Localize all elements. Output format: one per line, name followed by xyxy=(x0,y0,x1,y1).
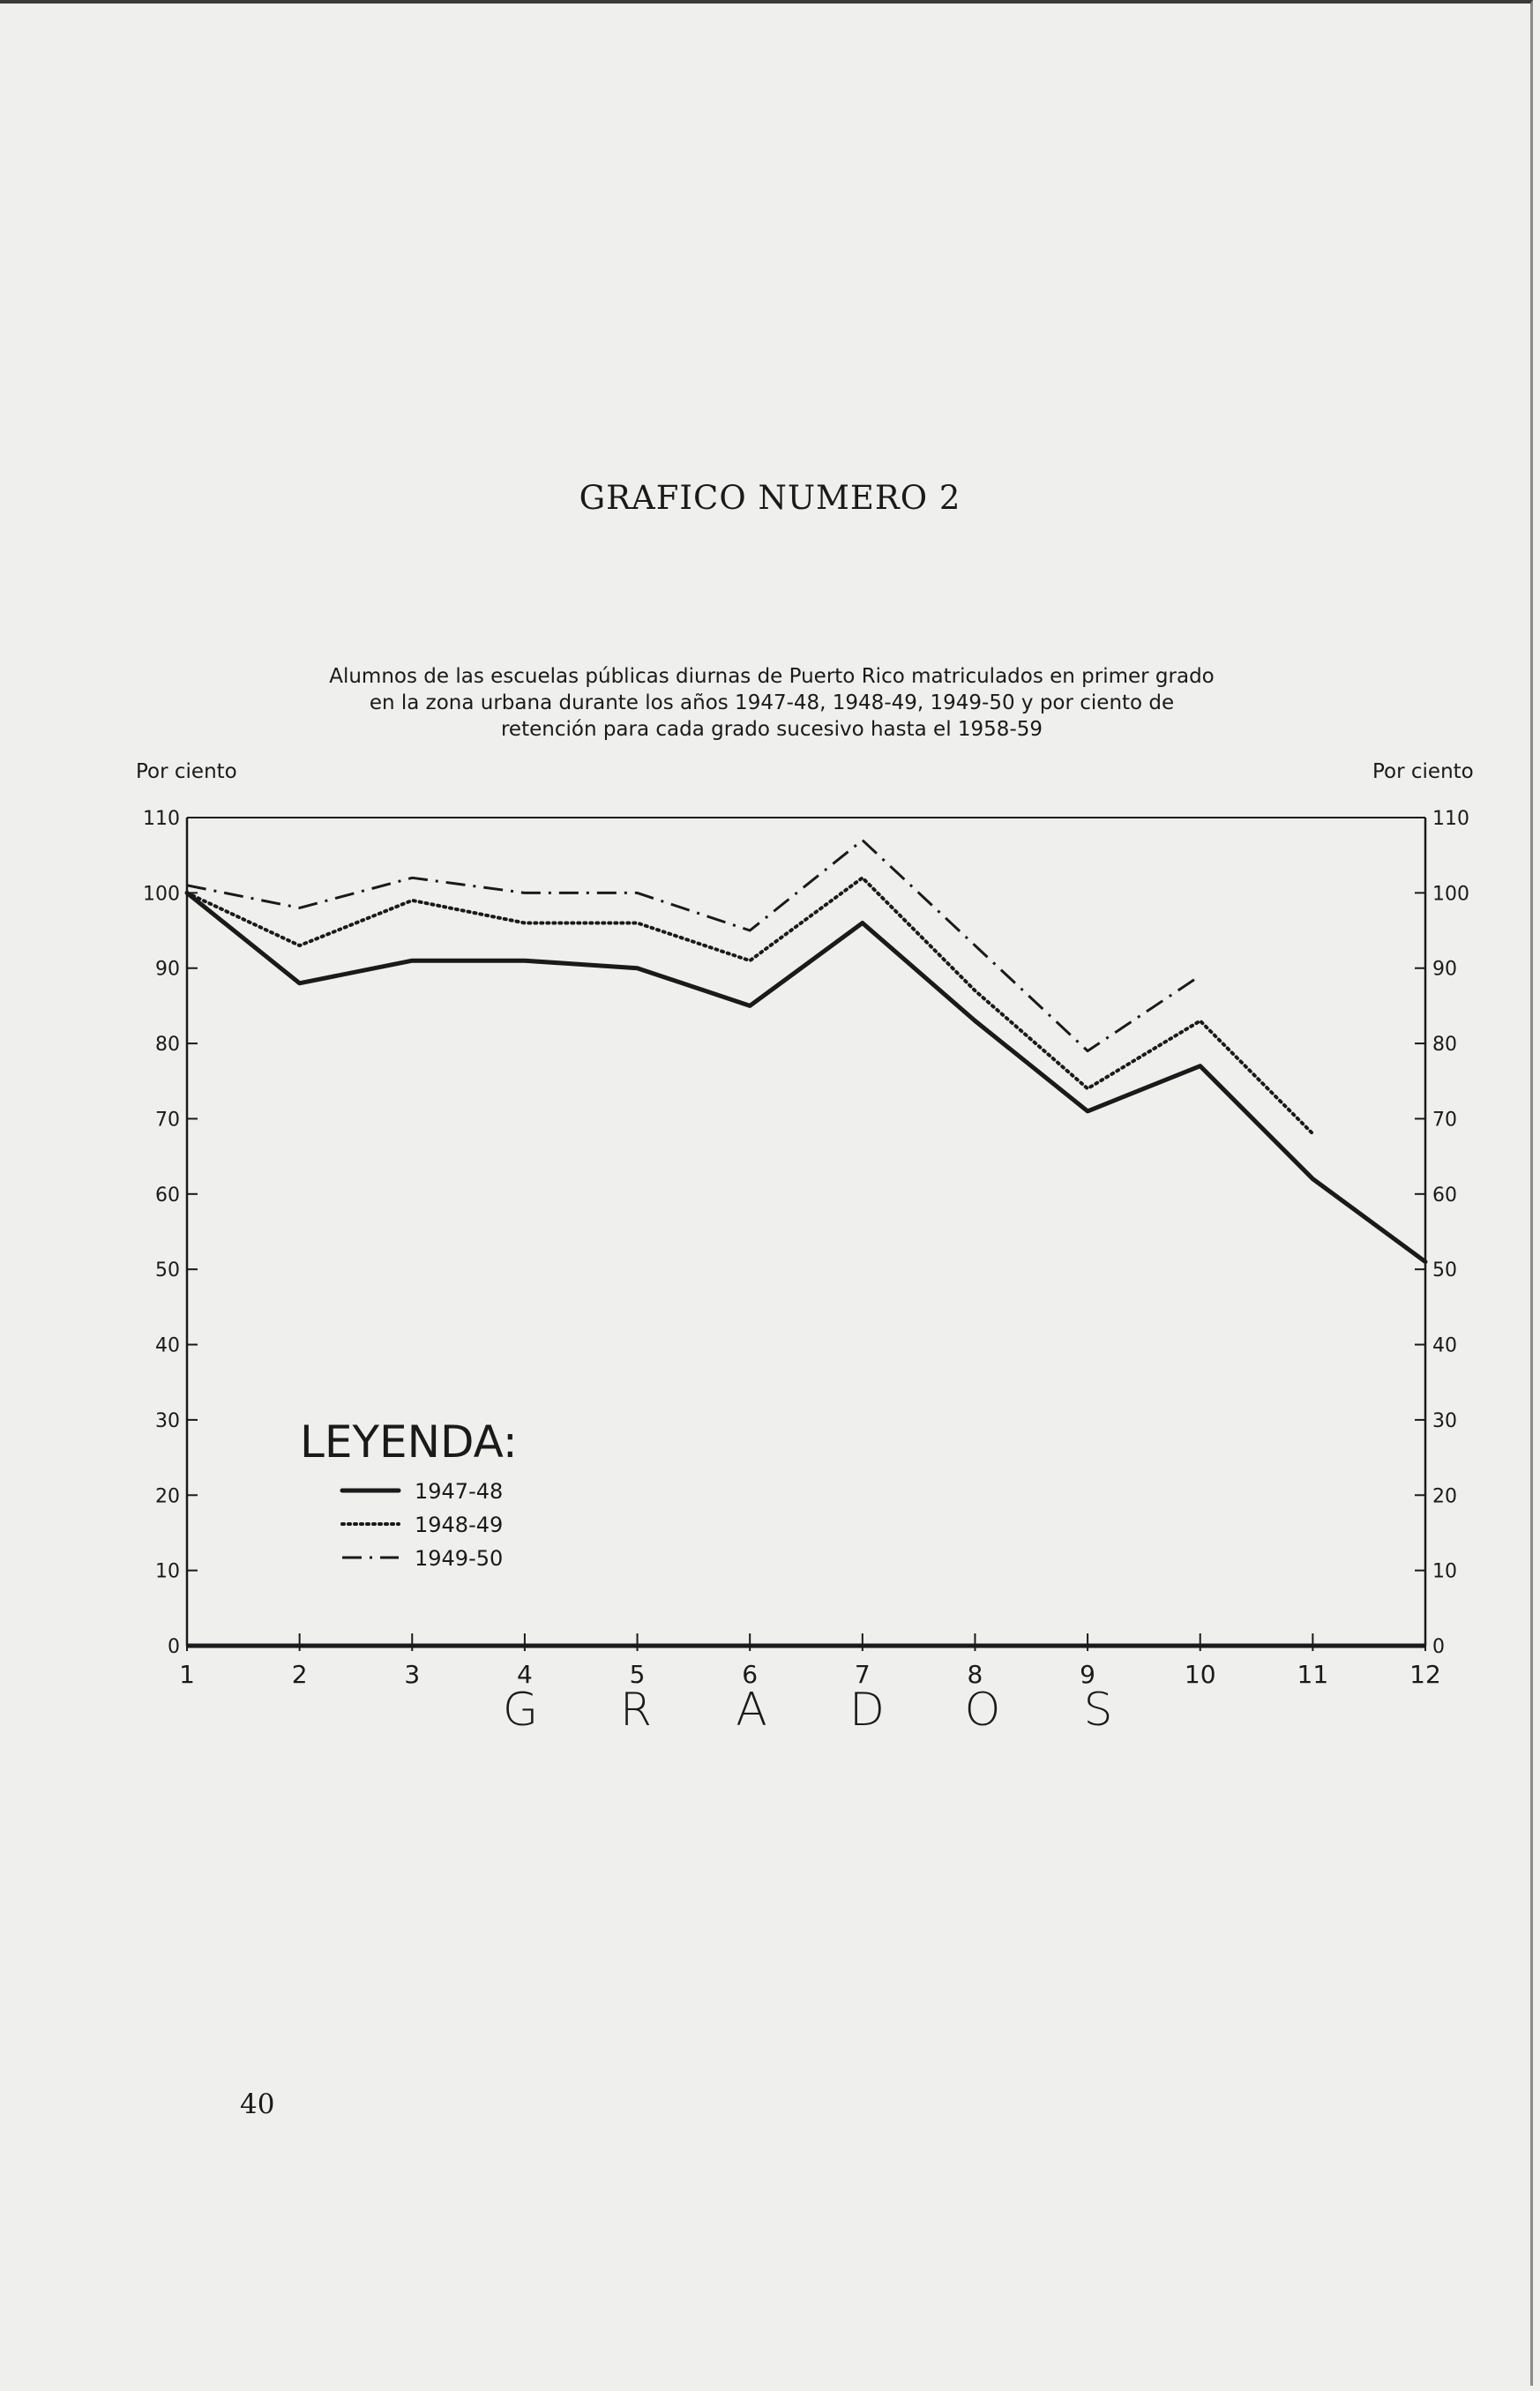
y-tick-label-right: 30 xyxy=(1432,1409,1457,1432)
x-tick-label: 10 xyxy=(1184,1660,1216,1689)
y-tick-label-left: 80 xyxy=(155,1034,180,1057)
y-tick-label-left: 20 xyxy=(155,1485,180,1508)
subtitle-line: retención para cada grado sucesivo hasta el 1958-59 xyxy=(500,718,1043,741)
x-axis-title-letter: O xyxy=(964,1684,1001,1737)
y-tick-label-right: 40 xyxy=(1432,1334,1457,1357)
chart-heading: GRAFICO NUMERO 2 xyxy=(579,479,961,517)
left-axis-unit: Por ciento xyxy=(136,760,237,783)
right-axis-unit: Por ciento xyxy=(1372,760,1474,783)
series-line-1949-50 xyxy=(187,841,1200,1051)
x-axis-title-letter: S xyxy=(1083,1684,1113,1737)
y-tick-label-right: 60 xyxy=(1432,1184,1457,1207)
y-tick-label-right: 80 xyxy=(1432,1034,1457,1057)
y-tick-label-left: 100 xyxy=(143,883,180,906)
series-line-1947-48 xyxy=(187,893,1425,1261)
x-tick-label: 2 xyxy=(291,1660,308,1689)
subtitle-line: en la zona urbana durante los años 1947-48, 1948-49, 1949-50 y por ciento de xyxy=(369,691,1175,714)
x-axis-title-letter: R xyxy=(619,1684,653,1737)
y-tick-label-right: 10 xyxy=(1432,1560,1457,1583)
x-tick-label: 9 xyxy=(1080,1660,1096,1689)
y-tick-label-left: 10 xyxy=(155,1560,180,1583)
y-tick-label-right: 70 xyxy=(1432,1109,1457,1132)
x-tick-label: 6 xyxy=(742,1660,759,1689)
x-tick-label: 3 xyxy=(404,1660,421,1689)
y-tick-label-left: 110 xyxy=(143,808,180,830)
x-tick-label: 7 xyxy=(854,1660,871,1689)
x-axis-title-letter: D xyxy=(848,1684,886,1737)
y-tick-label-left: 40 xyxy=(155,1334,180,1357)
legend-title: LEYENDA: xyxy=(300,1416,518,1468)
y-tick-label-left: 60 xyxy=(155,1184,180,1207)
x-tick-label: 5 xyxy=(629,1660,646,1689)
legend-label: 1947-48 xyxy=(415,1479,504,1504)
y-tick-label-right: 0 xyxy=(1432,1636,1445,1658)
subtitle-line: Alumnos de las escuelas públicas diurnas de Puerto Rico matriculados en primer grado xyxy=(329,665,1215,688)
x-tick-label: 11 xyxy=(1297,1660,1329,1689)
y-tick-label-right: 50 xyxy=(1432,1259,1457,1282)
x-tick-label: 1 xyxy=(179,1660,195,1689)
x-axis-title-letter: A xyxy=(736,1684,767,1737)
y-tick-label-right: 110 xyxy=(1432,808,1469,830)
y-tick-label-right: 100 xyxy=(1432,883,1469,906)
x-tick-label: 4 xyxy=(516,1660,533,1689)
legend-label: 1949-50 xyxy=(415,1546,504,1571)
y-tick-label-left: 50 xyxy=(155,1259,180,1282)
x-axis-title-letter: G xyxy=(502,1684,539,1737)
y-tick-label-left: 70 xyxy=(155,1109,180,1132)
y-tick-label-left: 30 xyxy=(155,1409,180,1432)
x-tick-label: 8 xyxy=(967,1660,983,1689)
page-number: 40 xyxy=(240,2088,275,2120)
y-tick-label-left: 90 xyxy=(155,958,180,981)
x-tick-label: 12 xyxy=(1409,1660,1441,1689)
legend-label: 1948-49 xyxy=(415,1513,504,1537)
y-tick-label-right: 90 xyxy=(1432,958,1457,981)
y-tick-label-right: 20 xyxy=(1432,1485,1457,1508)
y-tick-label-left: 0 xyxy=(168,1636,180,1658)
